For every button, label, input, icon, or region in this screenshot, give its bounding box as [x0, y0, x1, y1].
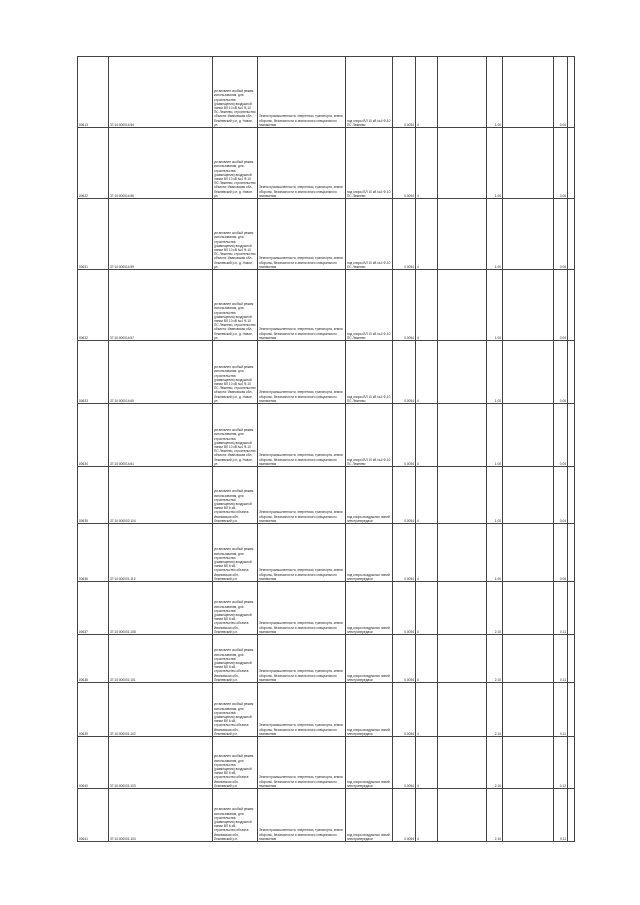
- area-cell: 0.0054: [393, 582, 416, 635]
- cadastral-number-cell: 37:10:000014:56: [109, 128, 213, 199]
- spacer-cell: [503, 789, 554, 842]
- spacer-cell: [438, 467, 487, 524]
- table-row: [78, 341, 575, 404]
- land-category-cell: Земли промышленности, энергетики, транспорта, земли обороны, безопасности и земли иного специального назначения: [258, 789, 346, 842]
- sum-cell: 0.06: [554, 199, 568, 270]
- location-description-cell: установлен особый режим использования, для строительства (размещения) воздушной линии ВЛ 10 кВ №4 Ф-10 ПС Лежнево, строительство объекта: Ивановская обл., Лежневский р-н, д. Новое, ул.: [213, 199, 258, 270]
- cadastral-number-cell: 37:10:000001:110: [109, 524, 213, 582]
- sum-cell: 0.06: [554, 524, 568, 582]
- area-cell: 0.0054: [393, 199, 416, 270]
- spacer-cell: [568, 270, 575, 341]
- row-id-cell: 00640: [78, 737, 109, 789]
- permitted-use-cell: под опоры воздушных линий электропередачи: [346, 582, 393, 635]
- location-description-cell: установлен особый режим использования, для строительства (размещения) воздушной линии ВЛ 6 кВ, строительство объекта: Ивановская обл., Лежневский р-н.: [213, 789, 258, 842]
- rate-cell: 1.00: [487, 199, 503, 270]
- spacer-cell: [568, 341, 575, 404]
- row-id-cell: 00622: [78, 128, 109, 199]
- table-body: [78, 57, 575, 842]
- location-description-cell: установлен особый режим использования, для строительства (размещения) воздушной линии ВЛ 6 кВ, строительство объекта: Ивановская обл., Лежневский р-н.: [213, 683, 258, 737]
- location-description-cell: установлен особый режим использования, для строительства (размещения) воздушной линии ВЛ 10 кВ №4 Ф-10 ПС Лежнево, строительство объекта: Ивановская обл., Лежневский р-н, д. Новое, ул.: [213, 341, 258, 404]
- sum-cell: 0.11: [554, 635, 568, 683]
- rate-cell: 1.00: [487, 341, 503, 404]
- cadastral-number-cell: 37:10:000014:61: [109, 404, 213, 467]
- table-row: [78, 582, 575, 635]
- spacer-cell: [503, 683, 554, 737]
- spacer-cell: [503, 737, 554, 789]
- table-row: [78, 57, 575, 128]
- type-code-cell: 4: [416, 404, 438, 467]
- area-cell: 0.0054: [393, 635, 416, 683]
- land-category-cell: Земли промышленности, энергетики, транспорта, земли обороны, безопасности и земли иного специального назначения: [258, 57, 346, 128]
- type-code-cell: 4: [416, 737, 438, 789]
- location-description-cell: установлен особый режим использования, для строительства (размещения) воздушной линии ВЛ 6 кВ, строительство объекта: Ивановская обл., Лежневский р-н.: [213, 635, 258, 683]
- spacer-cell: [438, 270, 487, 341]
- cadastral-number-cell: 37:10:000001:108: [109, 582, 213, 635]
- permitted-use-cell: под опоры воздушных линий электропередачи: [346, 683, 393, 737]
- row-id-cell: 00632: [78, 270, 109, 341]
- spacer-cell: [568, 737, 575, 789]
- location-description-cell: установлен особый режим использования, для строительства (размещения) воздушной линии ВЛ 10 кВ №4 Ф-10 ПС Лежнево, строительство объекта: Ивановская обл., Лежневский р-н, д. Новое, ул.: [213, 404, 258, 467]
- rate-cell: 2.10: [487, 582, 503, 635]
- type-code-cell: 4: [416, 270, 438, 341]
- spacer-cell: [438, 683, 487, 737]
- spacer-cell: [568, 467, 575, 524]
- permitted-use-cell: под опоры воздушных линий электропередачи: [346, 789, 393, 842]
- cadastral-number-cell: 37:10:000014:54: [109, 57, 213, 128]
- rate-cell: 1.00: [487, 404, 503, 467]
- location-description-cell: установлен особый режим использования, для строительства (размещения) воздушной линии ВЛ 10 кВ №4 Ф-10 ПС Лежнево, строительство объекта: Ивановская обл., Лежневский р-н, д. Новое, ул.: [213, 270, 258, 341]
- table-row: [78, 737, 575, 789]
- cadastral-number-cell: 37:10:000001:103: [109, 737, 213, 789]
- land-category-cell: Земли промышленности, энергетики, транспорта, земли обороны, безопасности и земли иного специального назначения: [258, 582, 346, 635]
- table-row: [78, 789, 575, 842]
- type-code-cell: 4: [416, 582, 438, 635]
- cadastral-number-cell: 37:10:000001:104: [109, 789, 213, 842]
- spacer-cell: [568, 199, 575, 270]
- land-category-cell: Земли промышленности, энергетики, транспорта, земли обороны, безопасности и земли иного специального назначения: [258, 683, 346, 737]
- area-cell: 0.0054: [393, 789, 416, 842]
- land-plot-register-table: [77, 56, 575, 842]
- permitted-use-cell: под опоры ВЛ 10 кВ №4 Ф-10 ПС Лежнево: [346, 341, 393, 404]
- spacer-cell: [503, 341, 554, 404]
- cadastral-number-cell: 37:10:000002:104: [109, 467, 213, 524]
- area-cell: 0.0054: [393, 341, 416, 404]
- spacer-cell: [503, 582, 554, 635]
- table-row: [78, 270, 575, 341]
- permitted-use-cell: под опоры воздушных линий электропередачи: [346, 524, 393, 582]
- type-code-cell: 4: [416, 789, 438, 842]
- spacer-cell: [503, 404, 554, 467]
- spacer-cell: [568, 789, 575, 842]
- spacer-cell: [503, 199, 554, 270]
- type-code-cell: 4: [416, 467, 438, 524]
- area-cell: 0.0054: [393, 524, 416, 582]
- land-category-cell: Земли промышленности, энергетики, транспорта, земли обороны, безопасности и земли иного специального назначения: [258, 341, 346, 404]
- permitted-use-cell: под опоры ВЛ 10 кВ №4 Ф-10 ПС Лежнево: [346, 57, 393, 128]
- area-cell: 0.0054: [393, 683, 416, 737]
- land-category-cell: Земли промышленности, энергетики, транспорта, земли обороны, безопасности и земли иного специального назначения: [258, 404, 346, 467]
- sum-cell: 0.04: [554, 270, 568, 341]
- spacer-cell: [568, 683, 575, 737]
- spacer-cell: [438, 341, 487, 404]
- rate-cell: 2.10: [487, 737, 503, 789]
- sum-cell: 0.04: [554, 57, 568, 128]
- spacer-cell: [568, 582, 575, 635]
- spacer-cell: [503, 524, 554, 582]
- area-cell: 0.0054: [393, 467, 416, 524]
- sum-cell: 0.04: [554, 404, 568, 467]
- rate-cell: 2.10: [487, 635, 503, 683]
- area-cell: 0.0054: [393, 270, 416, 341]
- spacer-cell: [568, 524, 575, 582]
- sum-cell: 0.11: [554, 582, 568, 635]
- table-row: [78, 467, 575, 524]
- row-id-cell: 00639: [78, 683, 109, 737]
- cadastral-number-cell: 37:10:000001:101: [109, 635, 213, 683]
- area-cell: 0.0054: [393, 57, 416, 128]
- land-category-cell: Земли промышленности, энергетики, транспорта, земли обороны, безопасности и земли иного специального назначения: [258, 524, 346, 582]
- area-cell: 0.0054: [393, 404, 416, 467]
- type-code-cell: 4: [416, 341, 438, 404]
- sum-cell: 0.06: [554, 128, 568, 199]
- spacer-cell: [438, 199, 487, 270]
- spacer-cell: [438, 524, 487, 582]
- row-id-cell: 00637: [78, 582, 109, 635]
- sum-cell: 0.04: [554, 467, 568, 524]
- spacer-cell: [438, 582, 487, 635]
- spacer-cell: [503, 635, 554, 683]
- table-row: [78, 199, 575, 270]
- rate-cell: 2.10: [487, 789, 503, 842]
- type-code-cell: 4: [416, 683, 438, 737]
- spacer-cell: [438, 789, 487, 842]
- land-category-cell: Земли промышленности, энергетики, транспорта, земли обороны, безопасности и земли иного специального назначения: [258, 128, 346, 199]
- permitted-use-cell: под опоры ВЛ 10 кВ №4 Ф-10 ПС Лежнево: [346, 199, 393, 270]
- spacer-cell: [568, 404, 575, 467]
- type-code-cell: 4: [416, 128, 438, 199]
- cadastral-number-cell: 37:10:000014:59: [109, 199, 213, 270]
- land-category-cell: Земли промышленности, энергетики, транспорта, земли обороны, безопасности и земли иного специального назначения: [258, 737, 346, 789]
- row-id-cell: 00613: [78, 57, 109, 128]
- rate-cell: 1.00: [487, 524, 503, 582]
- land-category-cell: Земли промышленности, энергетики, транспорта, земли обороны, безопасности и земли иного специального назначения: [258, 635, 346, 683]
- location-description-cell: установлен особый режим использования, для строительства (размещения) воздушной линии ВЛ 10 кВ №4 Ф-10 ПС Лежнево, строительство объекта: Ивановская обл., Лежневский р-н, д. Новое, ул.: [213, 128, 258, 199]
- spacer-cell: [568, 128, 575, 199]
- table-row: [78, 524, 575, 582]
- row-id-cell: 00638: [78, 635, 109, 683]
- table-row: [78, 128, 575, 199]
- land-category-cell: Земли промышленности, энергетики, транспорта, земли обороны, безопасности и земли иного специального назначения: [258, 467, 346, 524]
- spacer-cell: [438, 635, 487, 683]
- spacer-cell: [568, 635, 575, 683]
- spacer-cell: [503, 467, 554, 524]
- cadastral-number-cell: 37:10:000014:60: [109, 341, 213, 404]
- location-description-cell: установлен особый режим использования, для строительства (размещения) воздушной линии ВЛ 6 кВ, строительство объекта: Ивановская обл., Лежневский р-н.: [213, 524, 258, 582]
- table-row: [78, 404, 575, 467]
- spacer-cell: [438, 404, 487, 467]
- type-code-cell: 4: [416, 199, 438, 270]
- row-id-cell: 00636: [78, 524, 109, 582]
- land-category-cell: Земли промышленности, энергетики, транспорта, земли обороны, безопасности и земли иного специального назначения: [258, 199, 346, 270]
- row-id-cell: 00634: [78, 404, 109, 467]
- row-id-cell: 00633: [78, 341, 109, 404]
- cadastral-number-cell: 37:10:000014:57: [109, 270, 213, 341]
- spacer-cell: [568, 57, 575, 128]
- spacer-cell: [438, 57, 487, 128]
- permitted-use-cell: под опоры воздушных линий электропередачи: [346, 737, 393, 789]
- permitted-use-cell: под опоры ВЛ 10 кВ №4 Ф-10 ПС Лежнево: [346, 128, 393, 199]
- row-id-cell: 00635: [78, 467, 109, 524]
- spacer-cell: [503, 128, 554, 199]
- spacer-cell: [503, 57, 554, 128]
- sum-cell: 0.06: [554, 341, 568, 404]
- type-code-cell: 4: [416, 57, 438, 128]
- spacer-cell: [438, 737, 487, 789]
- sum-cell: 0.11: [554, 683, 568, 737]
- row-id-cell: 00641: [78, 789, 109, 842]
- location-description-cell: установлен особый режим использования, для строительства (размещения) воздушной линии ВЛ 6 кВ, строительство объекта: Ивановская обл., Лежневский р-н.: [213, 737, 258, 789]
- location-description-cell: установлен особый режим использования, для строительства (размещения) воздушной линии ВЛ 10 кВ №4 Ф-10 ПС Лежнево, строительство объекта: Ивановская обл., Лежневский р-н, д. Новое, ул.: [213, 57, 258, 128]
- area-cell: 0.0054: [393, 128, 416, 199]
- spacer-cell: [503, 270, 554, 341]
- land-category-cell: Земли промышленности, энергетики, транспорта, земли обороны, безопасности и земли иного специального назначения: [258, 270, 346, 341]
- row-id-cell: 00631: [78, 199, 109, 270]
- table-row: [78, 683, 575, 737]
- rate-cell: 1.00: [487, 467, 503, 524]
- permitted-use-cell: под опоры воздушных линий электропередачи: [346, 467, 393, 524]
- rate-cell: 1.00: [487, 128, 503, 199]
- location-description-cell: установлен особый режим использования, для строительства (размещения) воздушной линии ВЛ 6 кВ, строительство объекта: Ивановская обл., Лежневский р-н.: [213, 582, 258, 635]
- table-row: [78, 635, 575, 683]
- rate-cell: 1.00: [487, 57, 503, 128]
- spacer-cell: [438, 128, 487, 199]
- permitted-use-cell: под опоры воздушных линий электропередачи: [346, 635, 393, 683]
- area-cell: 0.0054: [393, 737, 416, 789]
- rate-cell: 1.00: [487, 270, 503, 341]
- type-code-cell: 4: [416, 635, 438, 683]
- type-code-cell: 4: [416, 524, 438, 582]
- rate-cell: 2.10: [487, 683, 503, 737]
- sum-cell: 0.12: [554, 737, 568, 789]
- location-description-cell: установлен особый режим использования, для строительства (размещения) воздушной линии ВЛ 6 кВ, строительство объекта: Ивановская обл., Лежневский р-н.: [213, 467, 258, 524]
- permitted-use-cell: под опоры ВЛ 10 кВ №4 Ф-10 ПС Лежнево: [346, 270, 393, 341]
- cadastral-number-cell: 37:10:000001:102: [109, 683, 213, 737]
- permitted-use-cell: под опоры ВЛ 10 кВ №4 Ф-10 ПС Лежнево: [346, 404, 393, 467]
- sum-cell: 0.11: [554, 789, 568, 842]
